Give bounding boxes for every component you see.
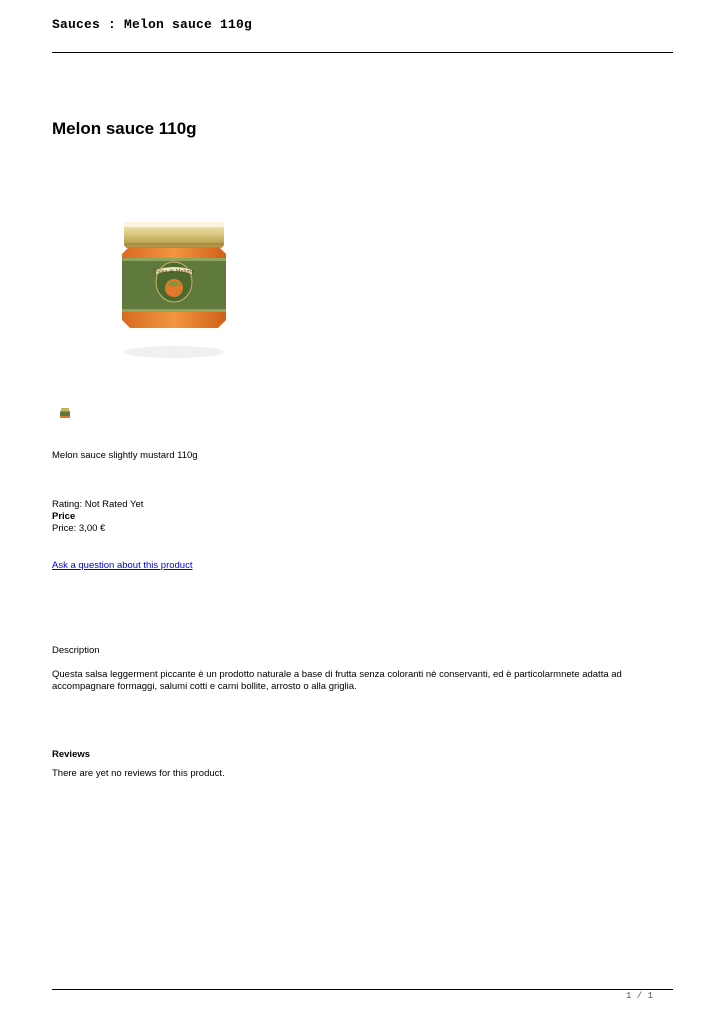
product-price: Price: 3,00 € xyxy=(52,523,106,534)
description-heading: Description xyxy=(52,645,100,656)
footer-divider xyxy=(52,989,673,990)
jar-label-text: Salsa di Melone xyxy=(153,268,195,275)
page-number: 1 / 1 xyxy=(626,991,654,1001)
product-rating: Rating: Not Rated Yet xyxy=(52,499,144,510)
reviews-text: There are yet no reviews for this product. xyxy=(52,768,225,779)
product-short-description: Melon sauce slightly mustard 110g xyxy=(52,450,198,461)
ask-question-link[interactable]: Ask a question about this product xyxy=(52,560,193,571)
price-heading: Price xyxy=(52,511,76,522)
description-text: Questa salsa leggerment piccante è un prodotto naturale a base di frutta senza coloranti nè conservanti, ed è particolarmnete adatta ad accompagnare formaggi, salumi cotti e carni bollite, arrosto o alla griglia. xyxy=(52,669,622,692)
page-header-breadcrumb: Sauces : Melon sauce 110g xyxy=(52,17,253,32)
reviews-heading: Reviews xyxy=(52,749,91,760)
product-title: Melon sauce 110g xyxy=(52,119,197,138)
product-thumbnail[interactable] xyxy=(59,407,71,419)
product-image xyxy=(112,214,246,364)
header-divider xyxy=(52,52,673,53)
